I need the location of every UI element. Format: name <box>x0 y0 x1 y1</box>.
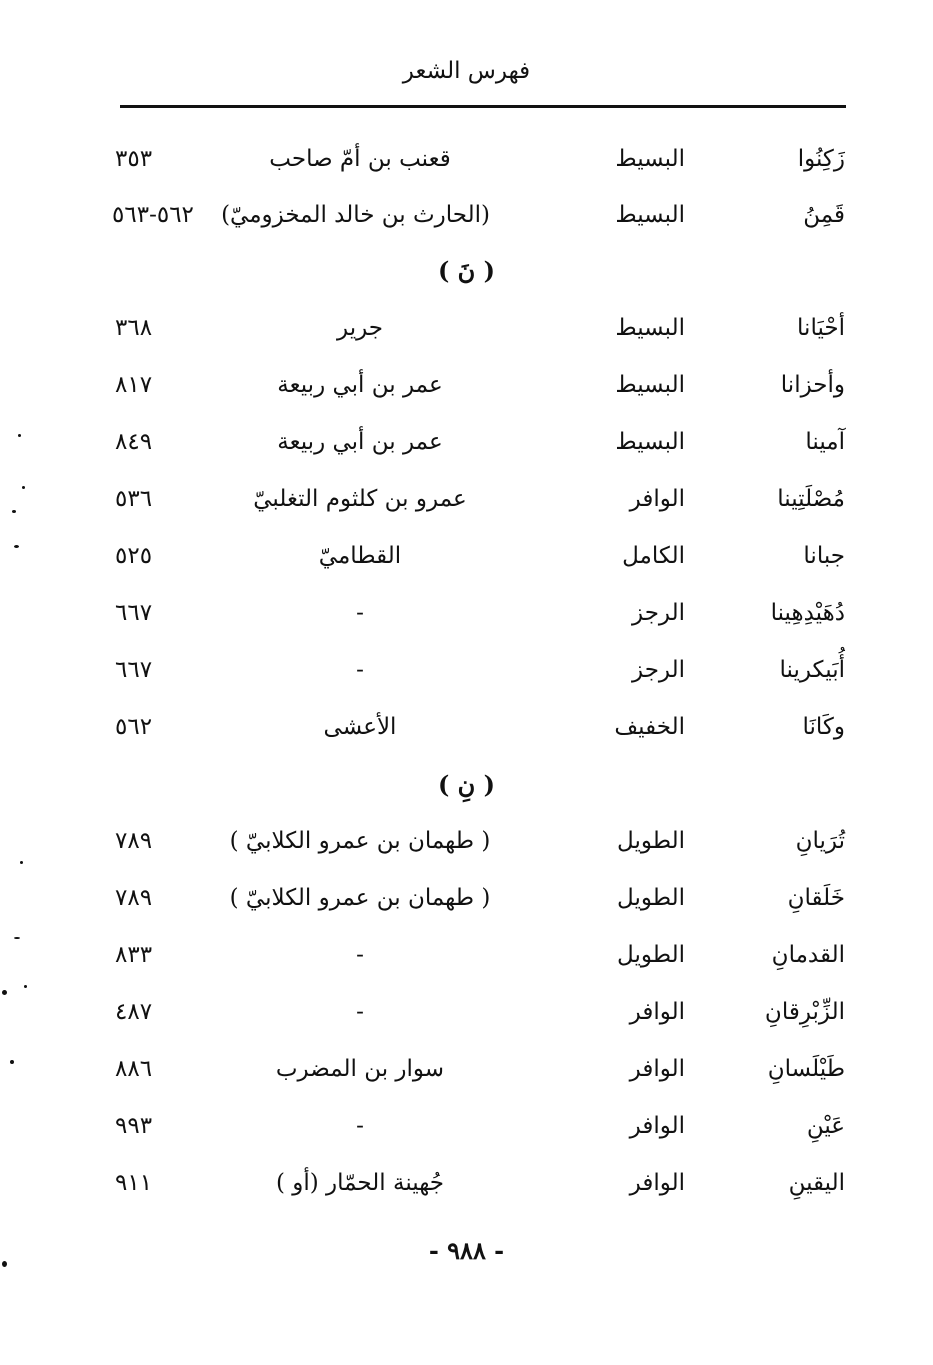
page-ref: ٥٦٢ <box>115 714 153 740</box>
table-row <box>0 870 933 926</box>
table-row <box>0 300 933 356</box>
page-ref: ٧٨٩ <box>115 885 153 911</box>
page-ref: ٧٨٩ <box>115 828 153 854</box>
scan-speck <box>10 1060 14 1064</box>
poet-name: قعنب بن أمّ صاحب <box>269 146 451 172</box>
rhyme-word: وأحزانا <box>780 372 845 398</box>
table-row <box>0 927 933 983</box>
poet-name: - <box>356 657 364 683</box>
table-row <box>0 1098 933 1154</box>
table-row <box>0 699 933 755</box>
page-ref: ٥٦٢-٥٦٣ <box>112 202 194 228</box>
table-row <box>0 357 933 413</box>
meter-name: الوافر <box>629 486 685 512</box>
meter-name: البسيط <box>615 146 685 172</box>
rhyme-word: آمينا <box>805 429 845 455</box>
rhyme-word: قَمِنُ <box>803 202 845 228</box>
table-row <box>0 471 933 527</box>
scan-speck <box>2 1261 7 1267</box>
poet-name: القطاميّ <box>318 543 402 569</box>
meter-name: الرجز <box>632 657 685 683</box>
poet-name: - <box>356 942 364 968</box>
meter-name: البسيط <box>615 315 685 341</box>
rhyme-word: طَيْلَسانِ <box>767 1056 845 1082</box>
meter-name: الطويل <box>617 828 685 854</box>
page-ref: ٨٣٣ <box>115 942 153 968</box>
table-row <box>0 1155 933 1211</box>
section-heading: ( نَ ) <box>437 256 496 285</box>
table-row <box>0 187 933 243</box>
scan-speck <box>24 985 27 988</box>
meter-name: البسيط <box>615 372 685 398</box>
table-row <box>0 131 933 187</box>
rhyme-word: الزِّبْرِقانِ <box>764 999 845 1025</box>
rhyme-word: جبانا <box>803 543 845 569</box>
scan-speck <box>12 510 16 513</box>
meter-name: الوافر <box>629 1113 685 1139</box>
section-heading: ( نِ ) <box>437 770 496 799</box>
scan-speck <box>20 861 23 864</box>
page-ref: ٥٣٦ <box>115 486 153 512</box>
poet-name: ( طهمان بن عمرو الكلابيّ ) <box>229 828 491 854</box>
meter-name: الخفيف <box>614 714 685 740</box>
scan-speck <box>14 545 19 548</box>
poet-name: عمرو بن كلثوم التغلبيّ <box>253 486 467 512</box>
meter-name: الوافر <box>629 1056 685 1082</box>
scan-speck <box>22 486 25 489</box>
rhyme-word: وكَانَا <box>802 714 845 740</box>
rhyme-word: اليقينِ <box>788 1170 845 1196</box>
rhyme-word: أحْيَانا <box>797 315 845 341</box>
rhyme-word: زَكِنُوا <box>797 146 845 172</box>
table-row <box>0 528 933 584</box>
table-row <box>0 585 933 641</box>
rhyme-word: مُصْلَتِينا <box>777 486 845 512</box>
page-ref: ٦٦٧ <box>115 657 153 683</box>
page-ref: ٣٥٣ <box>115 146 153 172</box>
poet-name: عمر بن أبي ربيعة <box>277 372 443 398</box>
page-ref: ٦٦٧ <box>115 600 153 626</box>
rhyme-word: أُبَيكرينا <box>779 657 845 683</box>
page-number: - ٩٨٨ - <box>428 1236 505 1265</box>
page-ref: ٨١٧ <box>115 372 153 398</box>
rhyme-word: القدمانِ <box>771 942 845 968</box>
meter-name: الرجز <box>632 600 685 626</box>
meter-name: الوافر <box>629 999 685 1025</box>
page-ref: ٥٢٥ <box>115 543 153 569</box>
page-ref: ٩٩٣ <box>115 1113 153 1139</box>
meter-name: الطويل <box>617 885 685 911</box>
poet-name: ( طهمان بن عمرو الكلابيّ ) <box>229 885 491 911</box>
meter-name: الكامل <box>622 543 685 569</box>
page-ref: ٤٨٧ <box>115 999 153 1025</box>
poet-name: (الحارث بن خالد المخزوميّ) <box>221 202 490 228</box>
poet-name: - <box>356 600 364 626</box>
table-row <box>0 813 933 869</box>
meter-name: البسيط <box>615 202 685 228</box>
meter-name: الوافر <box>629 1170 685 1196</box>
poet-name: جُهينة الحمّار (أو ) <box>275 1170 445 1196</box>
scan-speck <box>18 434 21 437</box>
header-rule <box>120 105 846 108</box>
rhyme-word: دُهَيْدِهِينا <box>770 600 845 626</box>
page-ref: ٨٤٩ <box>115 429 153 455</box>
rhyme-word: خَلَقانِ <box>787 885 845 911</box>
table-row <box>0 414 933 470</box>
meter-name: البسيط <box>615 429 685 455</box>
poet-name: جرير <box>337 315 383 341</box>
page-header-title: فهرس الشعر <box>402 58 531 84</box>
page-ref: ٣٦٨ <box>115 315 153 341</box>
scan-speck <box>14 937 20 939</box>
page-ref: ٩١١ <box>115 1170 153 1196</box>
poet-name: سوار بن المضرب <box>275 1056 445 1082</box>
meter-name: الطويل <box>617 942 685 968</box>
rhyme-word: تُرَيانِ <box>795 828 845 854</box>
scan-speck <box>2 990 7 995</box>
table-row <box>0 642 933 698</box>
poet-name: - <box>356 999 364 1025</box>
poet-name: عمر بن أبي ربيعة <box>277 429 443 455</box>
table-row <box>0 1041 933 1097</box>
page-ref: ٨٨٦ <box>115 1056 153 1082</box>
table-row <box>0 984 933 1040</box>
poet-name: الأعشى <box>323 714 397 740</box>
rhyme-word: عَيْنِ <box>806 1113 845 1139</box>
poet-name: - <box>356 1113 364 1139</box>
